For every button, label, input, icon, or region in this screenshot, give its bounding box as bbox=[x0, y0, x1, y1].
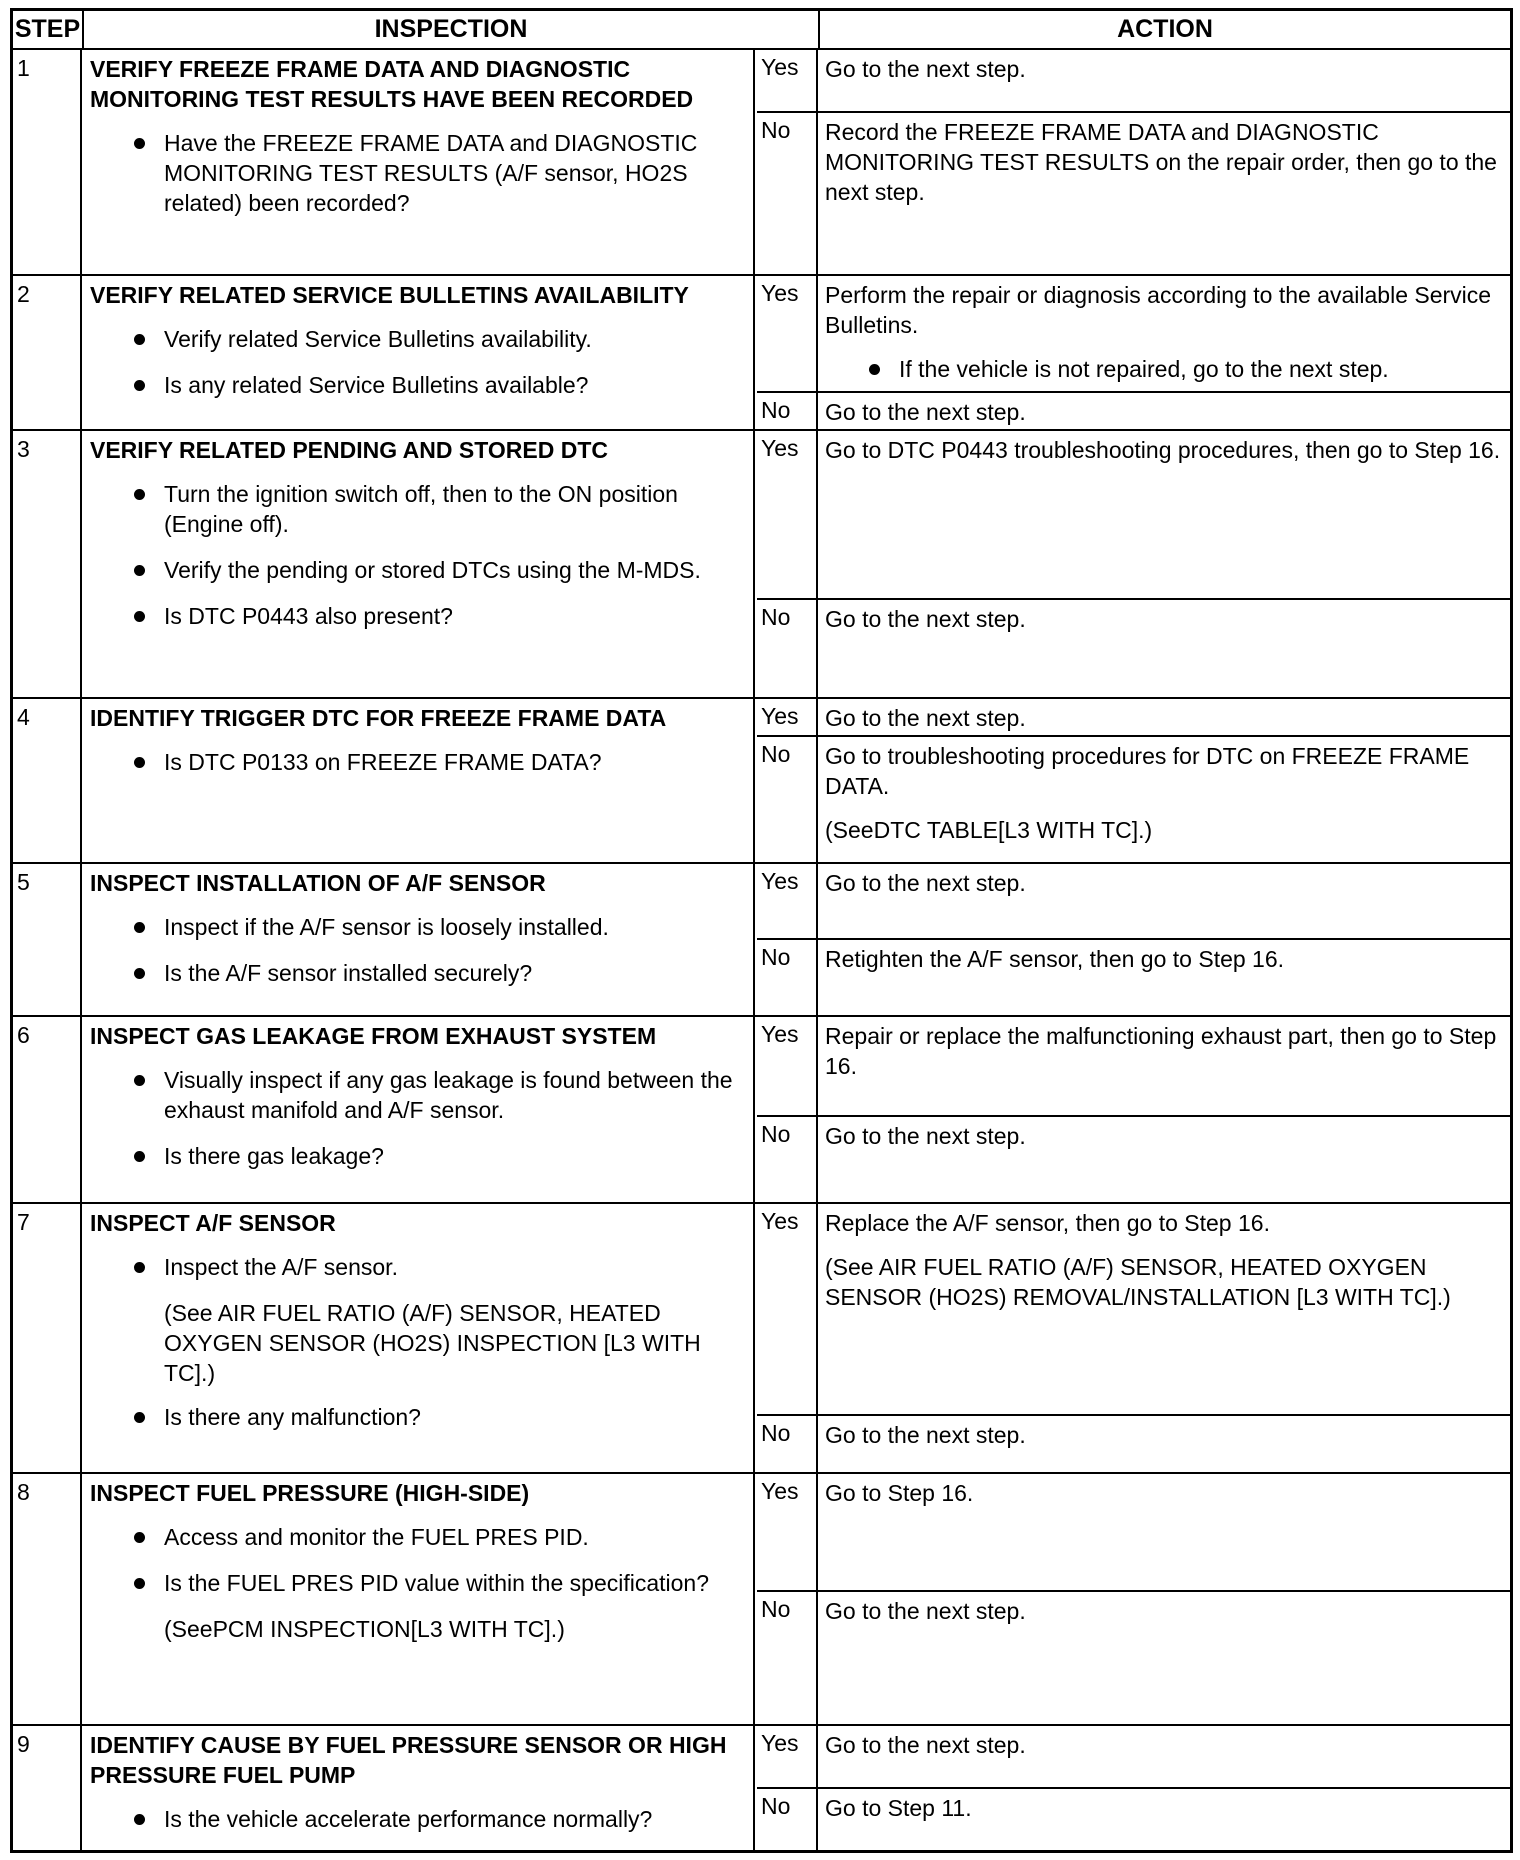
inspection-cell bbox=[84, 1474, 755, 1724]
yes-action bbox=[820, 1017, 1510, 1115]
yes-action bbox=[820, 1474, 1510, 1590]
no-action bbox=[820, 600, 1510, 697]
inspection-title: INSPECT INSTALLATION OF A/F SENSOR bbox=[90, 870, 546, 896]
table-row bbox=[13, 431, 1510, 699]
no-action bbox=[820, 113, 1510, 274]
yes-label: Yes bbox=[757, 1017, 818, 1115]
inspection-bullet: Is there any malfunction? bbox=[90, 1402, 745, 1432]
no-branch bbox=[757, 1592, 1510, 1724]
action-text: Go to the next step. bbox=[825, 399, 1026, 425]
step-number: 9 bbox=[13, 1726, 82, 1850]
action-text: Retighten the A/F sensor, then go to Step 16. bbox=[825, 946, 1285, 972]
yes-action bbox=[820, 864, 1510, 938]
no-label: No bbox=[757, 1592, 818, 1724]
yes-branch bbox=[757, 699, 1510, 737]
yes-label: Yes bbox=[757, 276, 818, 391]
action-text: Go to the next step. bbox=[825, 1422, 1026, 1448]
no-branch bbox=[757, 393, 1510, 429]
inspection-title: INSPECT A/F SENSOR bbox=[90, 1210, 336, 1236]
yes-action bbox=[820, 1726, 1510, 1787]
action-bullet: If the vehicle is not repaired, go to the next step. bbox=[825, 354, 1504, 384]
action-text: Go to Step 16. bbox=[825, 1480, 974, 1506]
action-text: Go to the next step. bbox=[825, 1732, 1026, 1758]
inspection-bullet: Inspect the A/F sensor. bbox=[90, 1252, 745, 1282]
step-number: 1 bbox=[13, 50, 82, 274]
table-row bbox=[13, 50, 1510, 276]
action-text: Go to the next step. bbox=[825, 1598, 1026, 1624]
step-number: 5 bbox=[13, 864, 82, 1015]
no-branch bbox=[757, 1416, 1510, 1472]
no-label: No bbox=[757, 1416, 818, 1472]
inspection-title: VERIFY FREEZE FRAME DATA AND DIAGNOSTIC MONITORING TEST RESULTS HAVE BEEN RECORDED bbox=[90, 56, 694, 112]
yes-branch bbox=[757, 50, 1510, 113]
step-number: 7 bbox=[13, 1204, 82, 1472]
no-branch bbox=[757, 1117, 1510, 1202]
inspection-cell bbox=[84, 50, 755, 274]
inspection-bullet: Is there gas leakage? bbox=[90, 1141, 745, 1171]
action-note: (SeeDTC TABLE[L3 WITH TC].) bbox=[825, 817, 1153, 843]
inspection-note: (See AIR FUEL RATIO (A/F) SENSOR, HEATED OXYGEN SENSOR (HO2S) INSPECTION [L3 WITH TC].) bbox=[164, 1300, 701, 1386]
table-row bbox=[13, 1017, 1510, 1204]
step-number: 2 bbox=[13, 276, 82, 429]
no-action bbox=[820, 1789, 1510, 1850]
inspection-cell bbox=[84, 1726, 755, 1850]
yes-branch bbox=[757, 276, 1510, 393]
yes-label: Yes bbox=[757, 864, 818, 938]
inspection-cell bbox=[84, 431, 755, 697]
no-label: No bbox=[757, 1789, 818, 1850]
step-number: 6 bbox=[13, 1017, 82, 1202]
action-text: Go to the next step. bbox=[825, 1123, 1026, 1149]
header-inspection: INSPECTION bbox=[84, 11, 820, 48]
inspection-title: IDENTIFY TRIGGER DTC FOR FREEZE FRAME DATA bbox=[90, 705, 667, 731]
no-action bbox=[820, 1117, 1510, 1202]
inspection-bullet: Visually inspect if any gas leakage is found between the exhaust manifold and A/F sensor. bbox=[90, 1065, 745, 1125]
step-number: 4 bbox=[13, 699, 82, 862]
inspection-bullet: Turn the ignition switch off, then to the ON position (Engine off). bbox=[90, 479, 745, 539]
no-label: No bbox=[757, 600, 818, 697]
action-text: Go to the next step. bbox=[825, 606, 1026, 632]
yes-branch bbox=[757, 864, 1510, 940]
yes-label: Yes bbox=[757, 1726, 818, 1787]
no-label: No bbox=[757, 393, 818, 429]
yes-label: Yes bbox=[757, 1204, 818, 1414]
action-text: Go to the next step. bbox=[825, 56, 1026, 82]
no-action bbox=[820, 1592, 1510, 1724]
no-branch bbox=[757, 1789, 1510, 1850]
inspection-bullet: Is DTC P0443 also present? bbox=[90, 601, 745, 631]
inspection-title: INSPECT GAS LEAKAGE FROM EXHAUST SYSTEM bbox=[90, 1023, 657, 1049]
inspection-bullet: Verify the pending or stored DTCs using the M-MDS. bbox=[90, 555, 745, 585]
action-text: Go to the next step. bbox=[825, 705, 1026, 731]
table-row bbox=[13, 276, 1510, 431]
action-text: Go to DTC P0443 troubleshooting procedures, then go to Step 16. bbox=[825, 437, 1501, 463]
step-number: 8 bbox=[13, 1474, 82, 1724]
yes-action bbox=[820, 431, 1510, 598]
no-branch bbox=[757, 940, 1510, 1015]
no-action bbox=[820, 737, 1510, 862]
inspection-title: VERIFY RELATED PENDING AND STORED DTC bbox=[90, 437, 608, 463]
inspection-bullet: Verify related Service Bulletins availability. bbox=[90, 324, 745, 354]
inspection-cell bbox=[84, 1204, 755, 1472]
table-row bbox=[13, 1726, 1510, 1850]
table-header bbox=[13, 11, 1510, 50]
action-text: Perform the repair or diagnosis according to the available Service Bulletins. bbox=[825, 282, 1492, 338]
table-row bbox=[13, 1474, 1510, 1726]
inspection-bullet: Is DTC P0133 on FREEZE FRAME DATA? bbox=[90, 747, 745, 777]
step-number: 3 bbox=[13, 431, 82, 697]
no-label: No bbox=[757, 940, 818, 1015]
inspection-title: VERIFY RELATED SERVICE BULLETINS AVAILABILITY bbox=[90, 282, 689, 308]
inspection-bullet: Inspect if the A/F sensor is loosely installed. bbox=[90, 912, 745, 942]
action-text: Go to the next step. bbox=[825, 870, 1026, 896]
inspection-cell bbox=[84, 864, 755, 1015]
table-row bbox=[13, 699, 1510, 864]
yes-action bbox=[820, 276, 1510, 391]
inspection-note: (SeePCM INSPECTION[L3 WITH TC].) bbox=[164, 1616, 565, 1642]
yes-label: Yes bbox=[757, 699, 818, 735]
inspection-cell bbox=[84, 1017, 755, 1202]
yes-action bbox=[820, 50, 1510, 111]
yes-branch bbox=[757, 1474, 1510, 1592]
inspection-cell bbox=[84, 276, 755, 429]
inspection-bullet: Access and monitor the FUEL PRES PID. bbox=[90, 1522, 745, 1552]
inspection-bullet: Is any related Service Bulletins available? bbox=[90, 370, 745, 400]
yes-branch bbox=[757, 1204, 1510, 1416]
header-action: ACTION bbox=[1117, 15, 1213, 43]
action-text: Record the FREEZE FRAME DATA and DIAGNOSTIC MONITORING TEST RESULTS on the repair order, then go to the next step. bbox=[825, 119, 1497, 205]
no-label: No bbox=[757, 1117, 818, 1202]
yes-label: Yes bbox=[757, 431, 818, 598]
header-step: STEP bbox=[13, 11, 84, 48]
action-note: (See AIR FUEL RATIO (A/F) SENSOR, HEATED OXYGEN SENSOR (HO2S) REMOVAL/INSTALLATION [L3 WITH TC].) bbox=[825, 1254, 1451, 1310]
yes-label: Yes bbox=[757, 50, 818, 111]
action-text: Replace the A/F sensor, then go to Step 16. bbox=[825, 1210, 1270, 1236]
no-label: No bbox=[757, 737, 818, 862]
yes-label: Yes bbox=[757, 1474, 818, 1590]
inspection-bullet: Is the vehicle accelerate performance normally? bbox=[90, 1804, 745, 1834]
no-action bbox=[820, 1416, 1510, 1472]
diagnostic-table bbox=[10, 8, 1513, 1853]
table-row bbox=[13, 1204, 1510, 1474]
action-text: Go to troubleshooting procedures for DTC on FREEZE FRAME DATA. bbox=[825, 743, 1470, 799]
yes-action bbox=[820, 1204, 1510, 1414]
table-row bbox=[13, 864, 1510, 1017]
no-label: No bbox=[757, 113, 818, 274]
inspection-cell bbox=[84, 699, 755, 862]
inspection-title: INSPECT FUEL PRESSURE (HIGH-SIDE) bbox=[90, 1480, 530, 1506]
no-branch bbox=[757, 737, 1510, 862]
yes-branch bbox=[757, 1726, 1510, 1789]
action-text: Repair or replace the malfunctioning exhaust part, then go to Step 16. bbox=[825, 1023, 1497, 1079]
yes-action bbox=[820, 699, 1510, 735]
no-action bbox=[820, 940, 1510, 1015]
yes-branch bbox=[757, 1017, 1510, 1117]
action-text: Go to Step 11. bbox=[825, 1795, 972, 1821]
no-branch bbox=[757, 113, 1510, 274]
inspection-bullet: Have the FREEZE FRAME DATA and DIAGNOSTIC MONITORING TEST RESULTS (A/F sensor, HO2S related) been recorded? bbox=[90, 128, 745, 218]
inspection-bullet: Is the A/F sensor installed securely? bbox=[90, 958, 745, 988]
inspection-bullet: Is the FUEL PRES PID value within the specification? bbox=[90, 1568, 745, 1598]
no-branch bbox=[757, 600, 1510, 697]
no-action bbox=[820, 393, 1510, 429]
inspection-title: IDENTIFY CAUSE BY FUEL PRESSURE SENSOR OR HIGH PRESSURE FUEL PUMP bbox=[90, 1732, 727, 1788]
yes-branch bbox=[757, 431, 1510, 600]
